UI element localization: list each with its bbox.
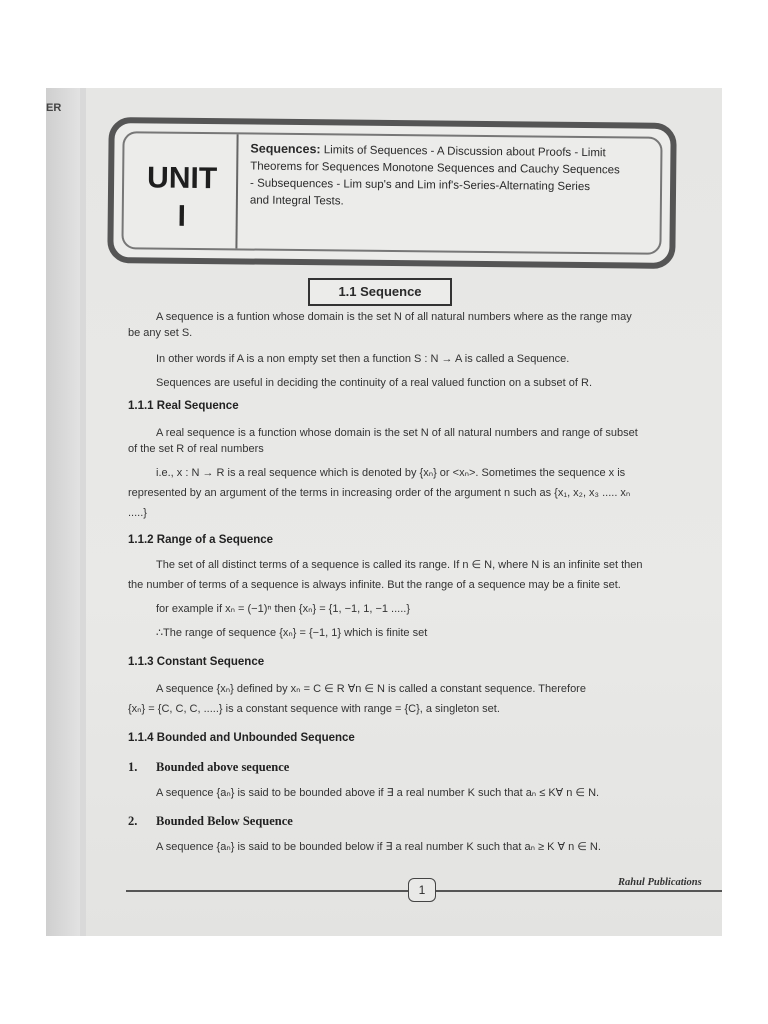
edge-label: ER: [46, 102, 62, 114]
paragraph-1-line-2: be any set S.: [128, 327, 193, 339]
paragraph-1-line-1: A sequence is a funtion whose domain is the set N of all natural numbers where as the range may: [156, 311, 632, 323]
real-seq-line-2: of the set R of real numbers: [128, 443, 264, 455]
range-line-2: the number of terms of a sequence is always infinite. But the range of a sequence may be a finite set.: [128, 579, 621, 591]
photo-background: [46, 88, 722, 936]
heading-range-of-sequence: 1.1.2 Range of a Sequence: [128, 534, 274, 546]
unit-label-number: I: [177, 199, 187, 233]
constant-line-1: A sequence {xₙ} defined by xₙ = C ∈ R ∀n ∈ N is called a constant sequence. Therefore: [156, 683, 586, 695]
unit-description: [250, 141, 647, 214]
unit-desc-line-3: - Subsequences - Lim sup's and Lim inf's-Series-Alternating Series: [250, 177, 591, 194]
unit-label: [132, 159, 233, 236]
paragraph-3: Sequences are useful in deciding the continuity of a real valued function on a subset of R.: [156, 377, 593, 389]
item-2-number: 2.: [128, 814, 138, 828]
range-conclusion: ∴The range of sequence {xₙ} = {−1, 1} which is finite set: [156, 627, 428, 639]
unit-title-bold: Sequences:: [250, 141, 321, 157]
publisher-name: Rahul Publications: [618, 877, 702, 888]
real-seq-line-5: .....}: [128, 507, 147, 519]
real-seq-line-3: i.e., x : N → R is a real sequence which is denoted by {xₙ} or <xₙ>. Sometimes the sequence x is: [156, 467, 626, 479]
section-title: 1.1 Sequence: [308, 278, 452, 306]
range-line-1: The set of all distinct terms of a sequence is called its range. If n ∈ N, where N is an infinite set then: [156, 559, 643, 571]
heading-bounded-unbounded: 1.1.4 Bounded and Unbounded Sequence: [128, 732, 355, 744]
heading-real-sequence: 1.1.1 Real Sequence: [128, 400, 239, 412]
previous-page-edge: [46, 88, 80, 936]
item-2-heading: Bounded Below Sequence: [156, 814, 293, 828]
real-seq-line-1: A real sequence is a function whose domain is the set N of all natural numbers and range of subset: [156, 427, 638, 439]
book-page: [86, 88, 722, 936]
constant-line-2: {xₙ} = {C, C, C, .....} is a constant sequence with range = {C}, a singleton set.: [128, 703, 500, 715]
item-2-text: A sequence {aₙ} is said to be bounded below if ∃ a real number K such that aₙ ≥ K ∀ n ∈ N.: [156, 841, 601, 853]
unit-desc-line-1: Limits of Sequences - A Discussion about Proofs - Limit: [323, 144, 606, 160]
unit-desc-line-2: Theorems for Sequences Monotone Sequences and Cauchy Sequences: [250, 160, 620, 177]
item-1-heading: Bounded above sequence: [156, 760, 290, 774]
real-seq-line-4: represented by an argument of the terms in increasing order of the argument n such as {x₁, x₂, x₃ ..... xₙ: [128, 487, 631, 499]
page-number: 1: [408, 878, 436, 902]
range-example: for example if xₙ = (−1)ⁿ then {xₙ} = {1, −1, 1, −1 .....}: [156, 603, 411, 615]
paragraph-2: In other words if A is a non empty set then a function S : N → A is called a Sequence.: [156, 353, 570, 365]
unit-desc-line-4: and Integral Tests.: [249, 194, 344, 208]
item-1-text: A sequence {aₙ} is said to be bounded above if ∃ a real number K such that aₙ ≤ K∀ n ∈ N.: [156, 787, 600, 799]
unit-banner: [107, 117, 676, 269]
unit-label-word: UNIT: [146, 161, 218, 196]
item-1-number: 1.: [128, 760, 138, 774]
heading-constant-sequence: 1.1.3 Constant Sequence: [128, 656, 265, 668]
